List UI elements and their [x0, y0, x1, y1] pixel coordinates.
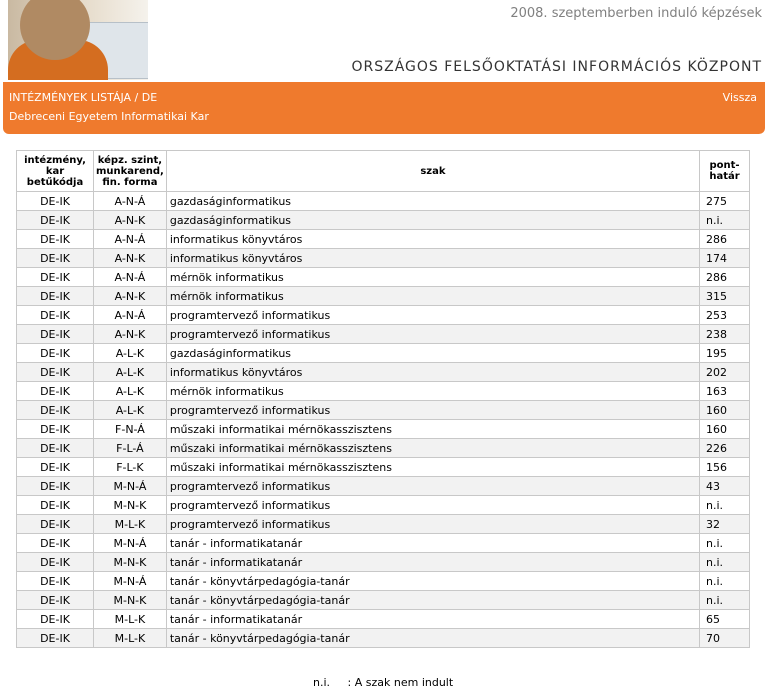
orange-banner — [3, 82, 765, 134]
cell-training-level: M-L-K — [94, 610, 167, 629]
cell-training-level: A-N-K — [94, 287, 167, 306]
organization-title: ORSZÁGOS FELSŐOKTATÁSI INFORMÁCIÓS KÖZPONT — [351, 59, 762, 75]
table-row — [17, 420, 750, 439]
cell-points-threshold: 238 — [700, 325, 750, 344]
table-row — [17, 268, 750, 287]
cell-training-level: F-L-Á — [94, 439, 167, 458]
cell-institution-code: DE-IK — [17, 401, 94, 420]
cell-training-level: A-N-Á — [94, 230, 167, 249]
cell-training-level: M-N-Á — [94, 572, 167, 591]
table-row — [17, 496, 750, 515]
table-row — [17, 458, 750, 477]
cell-institution-code: DE-IK — [17, 325, 94, 344]
cell-institution-code: DE-IK — [17, 211, 94, 230]
table-row — [17, 439, 750, 458]
cell-points-threshold: 275 — [700, 192, 750, 211]
cell-institution-code: DE-IK — [17, 268, 94, 287]
cell-program: programtervező informatikus — [166, 306, 699, 325]
cell-points-threshold: n.i. — [700, 553, 750, 572]
table-row — [17, 610, 750, 629]
cell-training-level: F-L-K — [94, 458, 167, 477]
cell-program: programtervező informatikus — [166, 401, 699, 420]
table-row — [17, 591, 750, 610]
cell-training-level: A-L-K — [94, 363, 167, 382]
cell-training-level: A-N-K — [94, 211, 167, 230]
table-row — [17, 249, 750, 268]
table-row — [17, 477, 750, 496]
cell-program: tanár - könyvtárpedagógia-tanár — [166, 629, 699, 648]
cell-program: tanár - informatikatanár — [166, 610, 699, 629]
cell-points-threshold: 286 — [700, 268, 750, 287]
cell-institution-code: DE-IK — [17, 572, 94, 591]
legend — [313, 676, 453, 689]
cell-program: tanár - informatikatanár — [166, 553, 699, 572]
cell-points-threshold: 253 — [700, 306, 750, 325]
cell-institution-code: DE-IK — [17, 344, 94, 363]
cell-training-level: A-N-K — [94, 325, 167, 344]
header-points-threshold: pont-határ — [700, 151, 750, 192]
cell-program: mérnök informatikus — [166, 382, 699, 401]
table-row — [17, 211, 750, 230]
cell-training-level: M-N-Á — [94, 477, 167, 496]
cell-institution-code: DE-IK — [17, 439, 94, 458]
cell-training-level: A-N-Á — [94, 306, 167, 325]
table-row — [17, 192, 750, 211]
cell-training-level: A-L-K — [94, 382, 167, 401]
cell-program: tanár - könyvtárpedagógia-tanár — [166, 591, 699, 610]
cell-institution-code: DE-IK — [17, 382, 94, 401]
cell-institution-code: DE-IK — [17, 629, 94, 648]
header-institution-code: intézmény, kar betűkódja — [17, 151, 94, 192]
cell-institution-code: DE-IK — [17, 477, 94, 496]
cell-program: tanár - könyvtárpedagógia-tanár — [166, 572, 699, 591]
cell-training-level: A-L-K — [94, 401, 167, 420]
table-row — [17, 363, 750, 382]
cell-points-threshold: n.i. — [700, 591, 750, 610]
table-row — [17, 534, 750, 553]
cell-training-level: A-L-K — [94, 344, 167, 363]
table-row — [17, 306, 750, 325]
cell-institution-code: DE-IK — [17, 610, 94, 629]
header-program: szak — [166, 151, 699, 192]
cell-institution-code: DE-IK — [17, 591, 94, 610]
cell-program: műszaki informatikai mérnökasszisztens — [166, 439, 699, 458]
cell-points-threshold: 156 — [700, 458, 750, 477]
breadcrumb-link[interactable]: INTÉZMÉNYEK LISTÁJA / DE — [9, 91, 158, 104]
page-header — [0, 0, 770, 80]
cell-institution-code: DE-IK — [17, 192, 94, 211]
cell-institution-code: DE-IK — [17, 306, 94, 325]
cell-training-level: M-N-K — [94, 553, 167, 572]
cell-program: gazdaságinformatikus — [166, 192, 699, 211]
institution-name: Debreceni Egyetem Informatikai Kar — [9, 110, 209, 123]
cell-training-level: F-N-Á — [94, 420, 167, 439]
cell-institution-code: DE-IK — [17, 287, 94, 306]
table-row — [17, 515, 750, 534]
cell-institution-code: DE-IK — [17, 458, 94, 477]
cell-institution-code: DE-IK — [17, 249, 94, 268]
cell-program: programtervező informatikus — [166, 496, 699, 515]
cell-points-threshold: 195 — [700, 344, 750, 363]
cell-program: informatikus könyvtáros — [166, 363, 699, 382]
cell-institution-code: DE-IK — [17, 420, 94, 439]
cell-program: mérnök informatikus — [166, 287, 699, 306]
cell-program: programtervező informatikus — [166, 477, 699, 496]
cell-training-level: A-N-Á — [94, 192, 167, 211]
cell-program: gazdaságinformatikus — [166, 211, 699, 230]
cell-points-threshold: 286 — [700, 230, 750, 249]
cell-points-threshold: 163 — [700, 382, 750, 401]
table-row — [17, 629, 750, 648]
legend-abbreviation: n.i. — [313, 676, 331, 689]
cell-institution-code: DE-IK — [17, 553, 94, 572]
header-subtitle: 2008. szeptemberben induló képzések — [510, 6, 762, 21]
cell-program: tanár - informatikatanár — [166, 534, 699, 553]
programs-table — [16, 150, 750, 648]
cell-points-threshold: 70 — [700, 629, 750, 648]
legend-text: : A szak nem indult — [347, 676, 454, 689]
cell-points-threshold: 160 — [700, 420, 750, 439]
cell-program: programtervező informatikus — [166, 515, 699, 534]
header-photo — [8, 0, 148, 80]
cell-points-threshold: n.i. — [700, 572, 750, 591]
cell-program: informatikus könyvtáros — [166, 230, 699, 249]
cell-training-level: M-L-K — [94, 515, 167, 534]
cell-institution-code: DE-IK — [17, 515, 94, 534]
cell-training-level: M-N-Á — [94, 534, 167, 553]
cell-points-threshold: n.i. — [700, 211, 750, 230]
table-header-row — [17, 151, 750, 192]
cell-institution-code: DE-IK — [17, 534, 94, 553]
header-training-level: képz. szint, munkarend, fin. forma — [94, 151, 167, 192]
cell-training-level: A-N-K — [94, 249, 167, 268]
back-link[interactable]: Vissza — [722, 91, 757, 104]
cell-program: műszaki informatikai mérnökasszisztens — [166, 458, 699, 477]
table-row — [17, 553, 750, 572]
cell-points-threshold: n.i. — [700, 534, 750, 553]
table-row — [17, 401, 750, 420]
table-row — [17, 325, 750, 344]
cell-training-level: M-N-K — [94, 496, 167, 515]
cell-points-threshold: 160 — [700, 401, 750, 420]
cell-program: műszaki informatikai mérnökasszisztens — [166, 420, 699, 439]
cell-points-threshold: 174 — [700, 249, 750, 268]
cell-training-level: M-L-K — [94, 629, 167, 648]
cell-program: programtervező informatikus — [166, 325, 699, 344]
cell-points-threshold: 315 — [700, 287, 750, 306]
cell-points-threshold: 202 — [700, 363, 750, 382]
cell-points-threshold: 32 — [700, 515, 750, 534]
table-row — [17, 287, 750, 306]
cell-points-threshold: n.i. — [700, 496, 750, 515]
table-row — [17, 344, 750, 363]
table-row — [17, 382, 750, 401]
cell-program: informatikus könyvtáros — [166, 249, 699, 268]
cell-institution-code: DE-IK — [17, 496, 94, 515]
cell-institution-code: DE-IK — [17, 363, 94, 382]
cell-program: gazdaságinformatikus — [166, 344, 699, 363]
cell-training-level: A-N-Á — [94, 268, 167, 287]
cell-points-threshold: 226 — [700, 439, 750, 458]
table-row — [17, 230, 750, 249]
cell-points-threshold: 65 — [700, 610, 750, 629]
table-row — [17, 572, 750, 591]
cell-training-level: M-N-K — [94, 591, 167, 610]
cell-program: mérnök informatikus — [166, 268, 699, 287]
cell-points-threshold: 43 — [700, 477, 750, 496]
cell-institution-code: DE-IK — [17, 230, 94, 249]
